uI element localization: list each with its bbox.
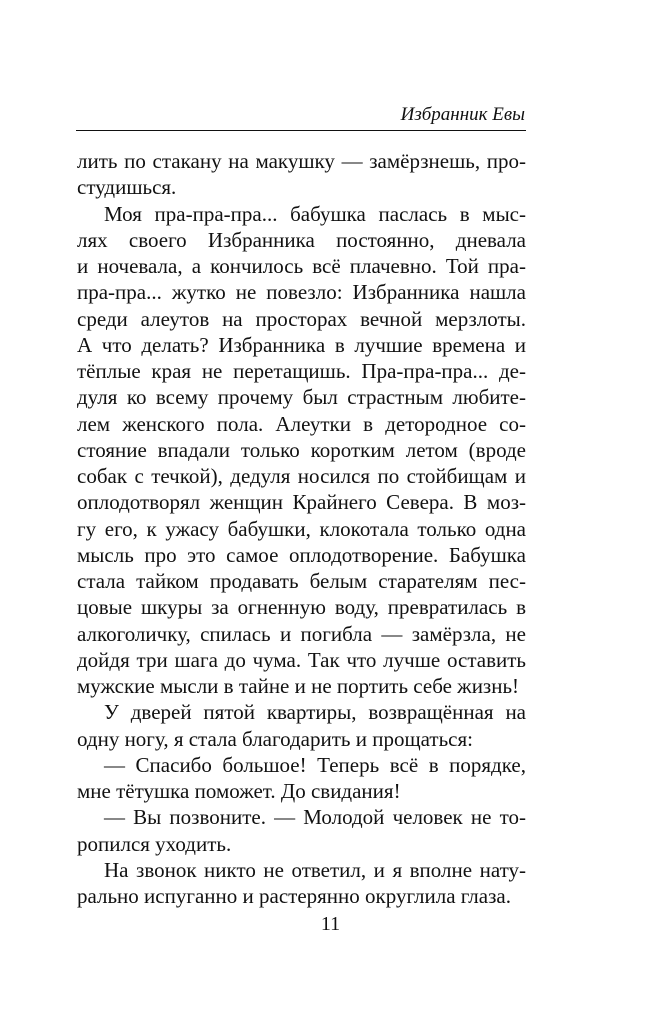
text-line: Моя пра-пра-пра... бабушка паслась в мыс- — [104, 201, 526, 226]
text-line: и ночевала, а кончилось всё плачевно. Той пра- — [77, 254, 526, 278]
text-line: лить по стакану на макушку — замёрзнешь, про- — [77, 149, 526, 173]
text-line: — Вы позвоните. — Молодой человек не то- — [104, 805, 526, 830]
text-line: собак с течкой), дедуля носился по стойбищам и — [77, 464, 526, 488]
body-text — [77, 148, 526, 909]
text-line: стала тайком продавать белым старателям пес- — [77, 569, 526, 593]
text-line: лем женского пола. Алеутки в детородное со- — [77, 411, 526, 436]
text-line: среди алеутов на просторах вечной мерзлоты. — [77, 306, 526, 331]
text-line: пра-пра... жутко не повезло: Избранника нашла — [77, 280, 526, 305]
text-line: одну ногу, я стала благодарить и прощаться: — [77, 726, 473, 751]
text-line: мысль про это самое оплодотворение. Бабушка — [77, 542, 526, 567]
text-line: цовые шкуры за огненную воду, превратилась в — [77, 595, 526, 620]
header-rule — [76, 130, 526, 131]
text-line: тёплые края не перетащишь. Пра-пра-пра... де- — [77, 359, 526, 383]
text-line: мне тётушка поможет. До свидания! — [77, 779, 401, 803]
text-line: студишься. — [77, 175, 177, 200]
text-line: оплодотворял женщин Крайнего Севера. В моз- — [77, 490, 526, 515]
running-header-title: Избранник Евы — [400, 104, 525, 125]
text-line: дуля ко всему прочему был страстным любите- — [77, 385, 526, 410]
page-number: 11 — [320, 913, 341, 935]
text-line: На звонок никто не ответил, и я вполне нату- — [104, 857, 526, 882]
text-line: мужские мысли в тайне и не портить себе жизнь! — [77, 674, 520, 698]
text-line: алкоголичку, спилась и погибла — замёрзла, не — [77, 621, 526, 646]
text-line: ропился уходить. — [77, 831, 232, 856]
text-line: А что делать? Избранника в лучшие времена и — [77, 332, 526, 357]
text-line: рально испуганно и растерянно округлила глаза. — [77, 884, 511, 908]
text-line: лях своего Избранника постоянно, дневала — [77, 227, 526, 252]
text-line: дойдя три шага до чума. Так что лучше оставить — [77, 647, 526, 672]
text-line: — Спасибо большое! Теперь всё в порядке, — [104, 752, 526, 777]
text-line: гу его, к ужасу бабушки, клокотала только одна — [77, 516, 526, 541]
text-line: стояние впадали только коротким летом (вроде — [77, 437, 526, 462]
text-line: У дверей пятой квартиры, возвращённая на — [104, 700, 526, 725]
